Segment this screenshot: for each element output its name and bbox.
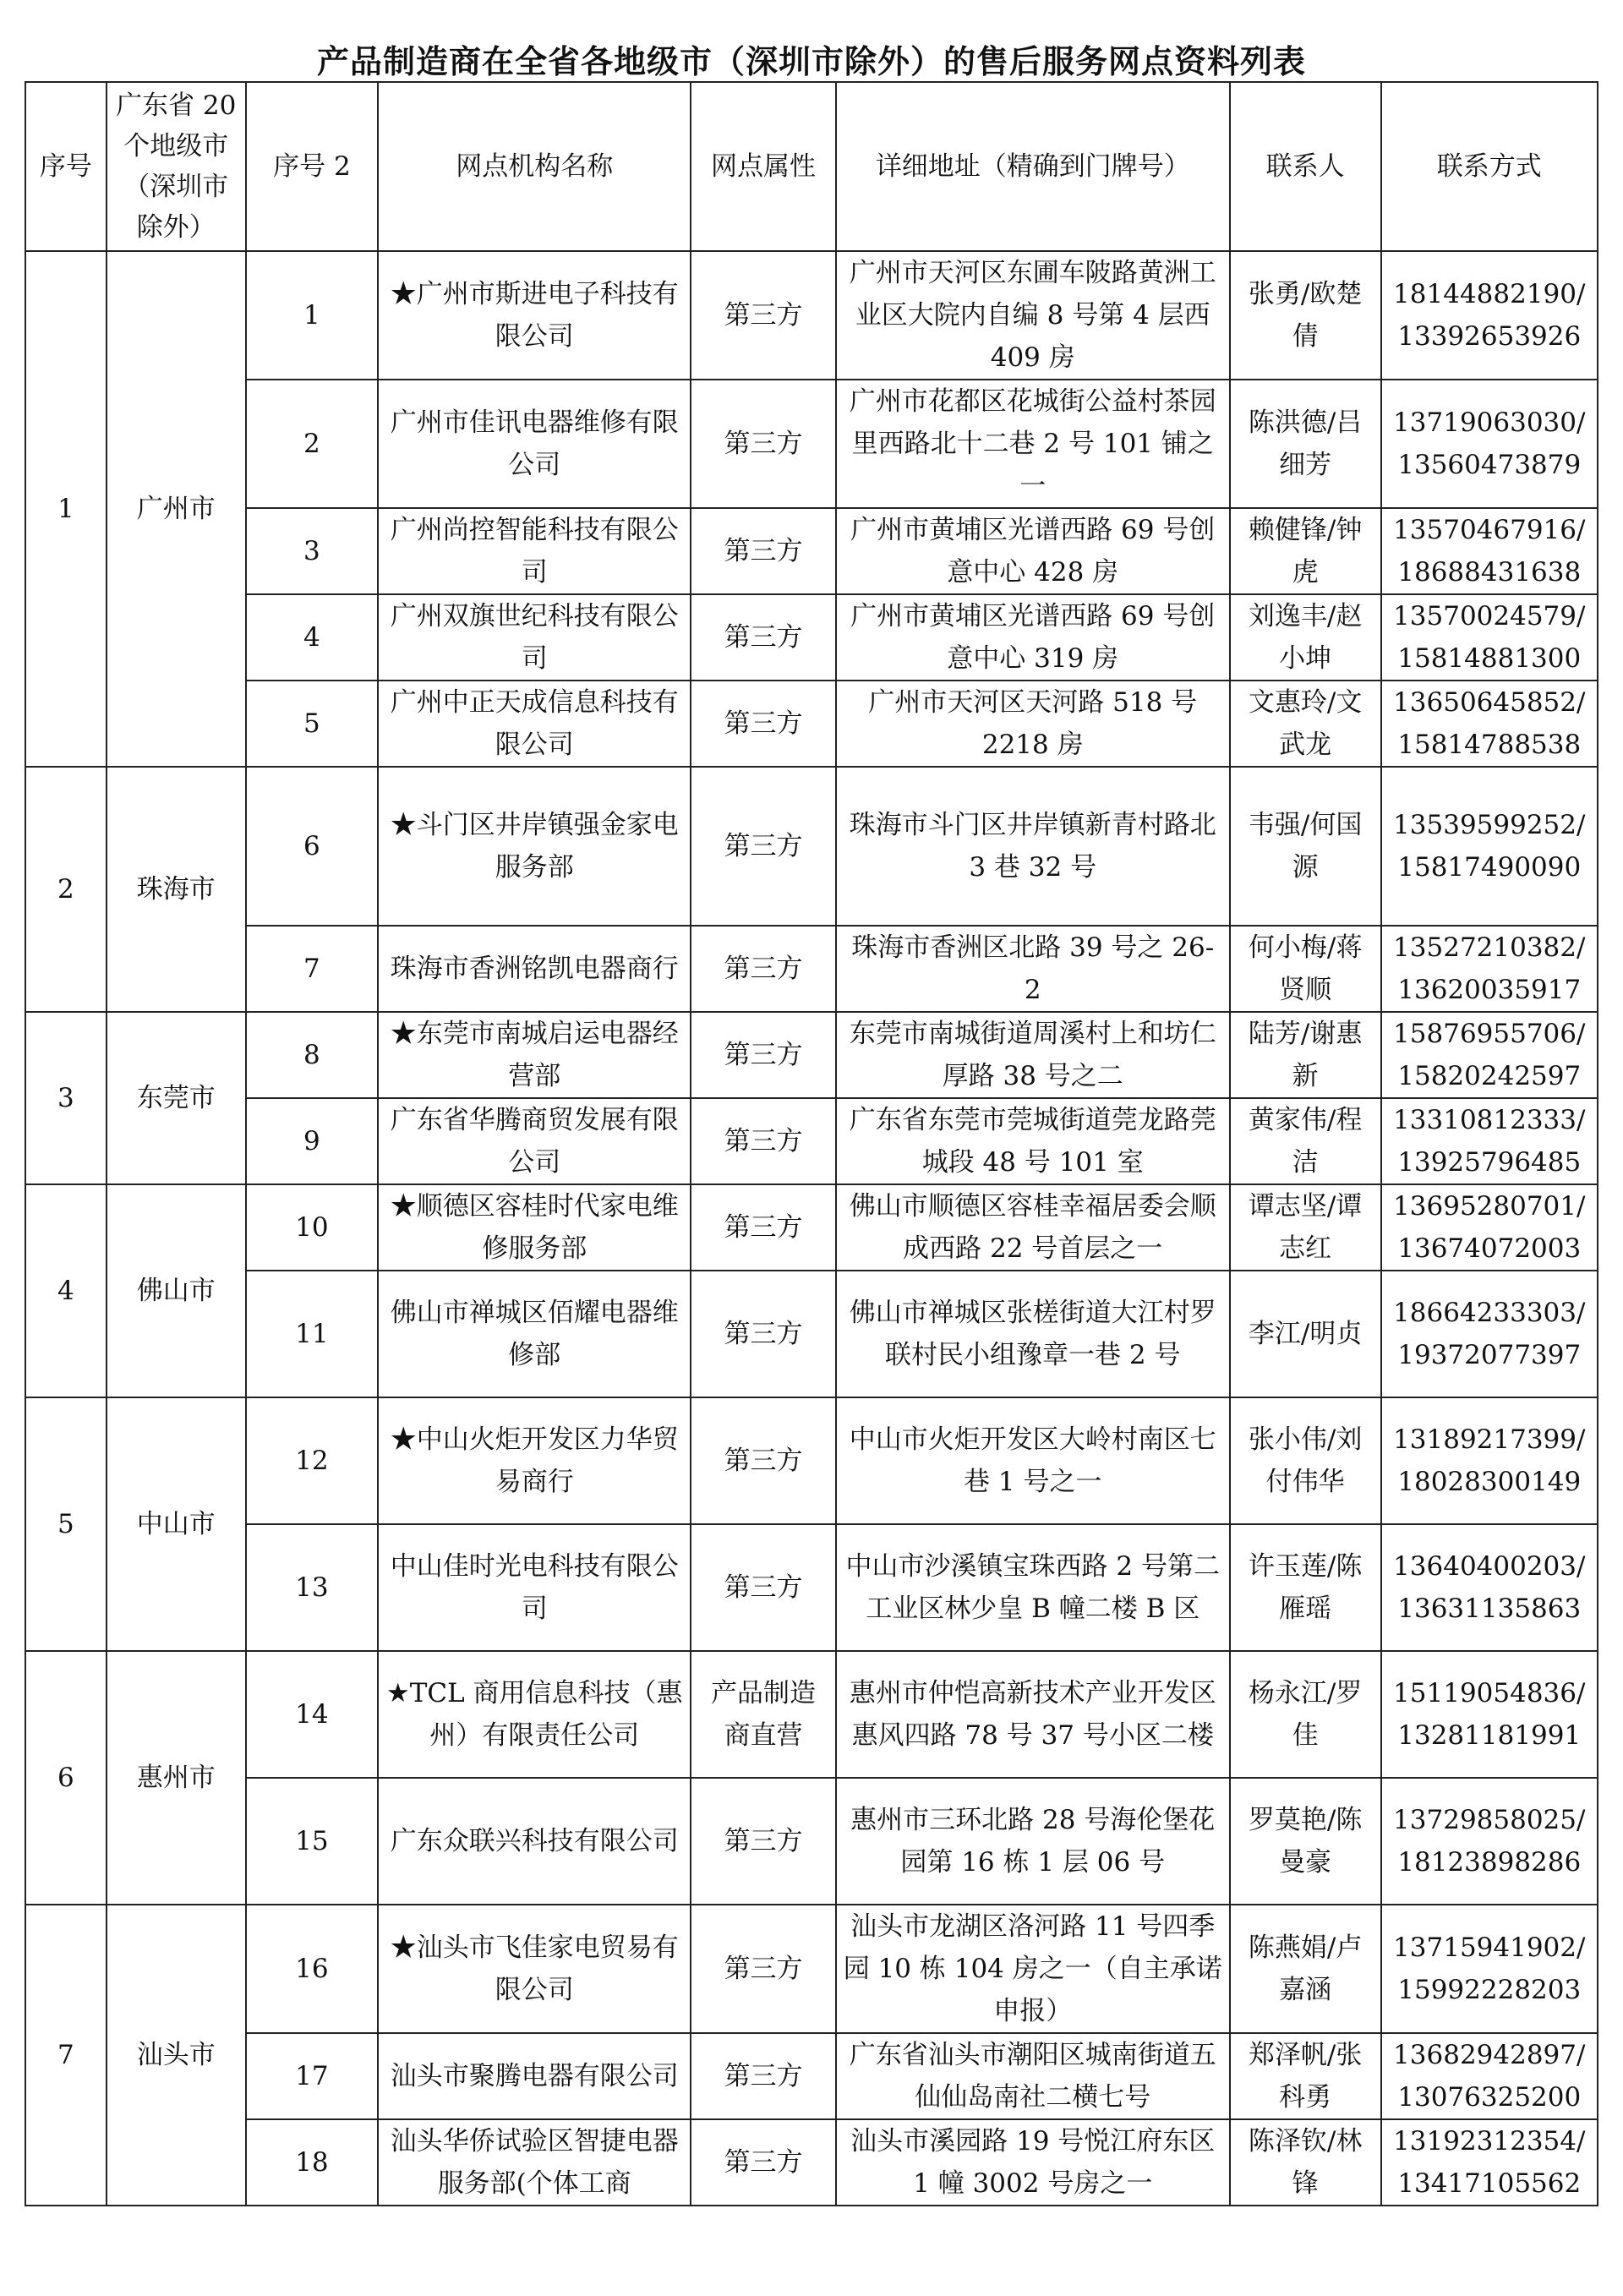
table-row (25, 2119, 1598, 2206)
phone-cell: 13570467916/ 18688431638 (1381, 508, 1598, 594)
row-number-cell: 8 (246, 1012, 378, 1098)
table-row (25, 1184, 1598, 1271)
phone-cell: 13640400203/ 13631135863 (1381, 1524, 1598, 1651)
table-row (25, 1098, 1598, 1184)
table-row (25, 251, 1598, 380)
row-number-cell: 9 (246, 1098, 378, 1184)
group-city-cell: 珠海市 (107, 767, 246, 1012)
table-row (25, 1524, 1598, 1651)
outlet-name-cell: 广州双旗世纪科技有限公司 (378, 594, 691, 681)
phone-cell: 13189217399/ 18028300149 (1381, 1397, 1598, 1524)
outlet-attribute-cell: 第三方 (691, 1778, 835, 1905)
outlet-name-cell: 广东众联兴科技有限公司 (378, 1778, 691, 1905)
address-cell: 珠海市斗门区井岸镇新青村路北 3 巷 32 号 (836, 767, 1230, 926)
outlet-attribute-cell: 第三方 (691, 1524, 835, 1651)
outlet-attribute-cell: 第三方 (691, 508, 835, 594)
row-number-cell: 3 (246, 508, 378, 594)
row-number-cell: 7 (246, 926, 378, 1012)
contact-person-cell: 张小伟/刘付伟华 (1230, 1397, 1381, 1524)
table-row (25, 681, 1598, 767)
row-number-cell: 10 (246, 1184, 378, 1271)
contact-person-cell: 李江/明贞 (1230, 1271, 1381, 1397)
table-row (25, 2033, 1598, 2119)
contact-person-cell: 许玉莲/陈雁瑶 (1230, 1524, 1381, 1651)
address-cell: 中山市沙溪镇宝珠西路 2 号第二工业区林少皇 B 幢二楼 B 区 (836, 1524, 1230, 1651)
row-number-cell: 13 (246, 1524, 378, 1651)
contact-person-cell: 杨永江/罗佳 (1230, 1651, 1381, 1778)
address-cell: 惠州市仲恺高新技术产业开发区惠风四路 78 号 37 号小区二楼 (836, 1651, 1230, 1778)
outlet-attribute-cell: 第三方 (691, 1098, 835, 1184)
address-cell: 汕头市龙湖区洛河路 11 号四季园 10 栋 104 房之一（自主承诺申报） (836, 1905, 1230, 2033)
group-seq-cell: 5 (25, 1397, 107, 1651)
address-cell: 广州市花都区花城街公益村茶园里西路北十二巷 2 号 101 铺之一 (836, 380, 1230, 508)
address-cell: 中山市火炬开发区大岭村南区七巷 1 号之一 (836, 1397, 1230, 1524)
outlet-name-cell: 佛山市禅城区佰耀电器维修部 (378, 1271, 691, 1397)
phone-cell: 13729858025/ 18123898286 (1381, 1778, 1598, 1905)
outlet-name-cell: ★TCL 商用信息科技（惠州）有限责任公司 (378, 1651, 691, 1778)
contact-person-cell: 罗莫艳/陈曼豪 (1230, 1778, 1381, 1905)
outlet-attribute-cell: 第三方 (691, 1271, 835, 1397)
table-row (25, 767, 1598, 926)
table-row (25, 1397, 1598, 1524)
document-title: 产品制造商在全省各地级市（深圳市除外）的售后服务网点资料列表 (316, 42, 1306, 80)
contact-person-cell: 韦强/何国源 (1230, 767, 1381, 926)
outlet-attribute-cell: 第三方 (691, 681, 835, 767)
phone-cell: 18144882190/ 13392653926 (1381, 251, 1598, 380)
header-outlet-name: 网点机构名称 (378, 82, 691, 251)
row-number-cell: 17 (246, 2033, 378, 2119)
row-number-cell: 14 (246, 1651, 378, 1778)
row-number-cell: 4 (246, 594, 378, 681)
contact-person-cell: 谭志坚/谭志红 (1230, 1184, 1381, 1271)
phone-cell: 13539599252/ 15817490090 (1381, 767, 1598, 926)
phone-cell: 15876955706/ 15820242597 (1381, 1012, 1598, 1098)
group-seq-cell: 6 (25, 1651, 107, 1905)
contact-person-cell: 何小梅/蒋贤顺 (1230, 926, 1381, 1012)
header-seq2: 序号 2 (246, 82, 378, 251)
group-city-cell: 汕头市 (107, 1905, 246, 2206)
group-seq-cell: 3 (25, 1012, 107, 1184)
outlet-attribute-cell: 第三方 (691, 251, 835, 380)
address-cell: 佛山市顺德区容桂幸福居委会顺成西路 22 号首层之一 (836, 1184, 1230, 1271)
address-cell: 广州市天河区天河路 518 号 2218 房 (836, 681, 1230, 767)
outlet-name-cell: 广州市佳讯电器维修有限公司 (378, 380, 691, 508)
contact-person-cell: 陈洪德/吕细芳 (1230, 380, 1381, 508)
outlet-name-cell: 汕头市聚腾电器有限公司 (378, 2033, 691, 2119)
outlet-attribute-cell: 第三方 (691, 594, 835, 681)
header-contact: 联系人 (1230, 82, 1381, 251)
outlet-attribute-cell: 第三方 (691, 767, 835, 926)
header-address: 详细地址（精确到门牌号） (836, 82, 1230, 251)
address-cell: 广州市黄埔区光谱西路 69 号创意中心 319 房 (836, 594, 1230, 681)
table-row (25, 380, 1598, 508)
address-cell: 广州市黄埔区光谱西路 69 号创意中心 428 房 (836, 508, 1230, 594)
group-city-cell: 东莞市 (107, 1012, 246, 1184)
table-row (25, 926, 1598, 1012)
contact-person-cell: 郑泽帆/张科勇 (1230, 2033, 1381, 2119)
outlet-attribute-cell: 第三方 (691, 1184, 835, 1271)
header-row (25, 82, 1598, 251)
phone-cell: 15119054836/ 13281181991 (1381, 1651, 1598, 1778)
outlet-name-cell: 广州尚控智能科技有限公司 (378, 508, 691, 594)
outlet-attribute-cell: 产品制造商直营 (691, 1651, 835, 1778)
table-row (25, 1778, 1598, 1905)
group-city-cell: 广州市 (107, 251, 246, 767)
table-row (25, 1905, 1598, 2033)
address-cell: 东莞市南城街道周溪村上和坊仁厚路 38 号之二 (836, 1012, 1230, 1098)
address-cell: 汕头市溪园路 19 号悦江府东区 1 幢 3002 号房之一 (836, 2119, 1230, 2206)
row-number-cell: 15 (246, 1778, 378, 1905)
outlet-attribute-cell: 第三方 (691, 380, 835, 508)
outlet-attribute-cell: 第三方 (691, 1397, 835, 1524)
outlet-name-cell: 广州中正天成信息科技有限公司 (378, 681, 691, 767)
table-row (25, 594, 1598, 681)
contact-person-cell: 陈燕娟/卢嘉涵 (1230, 1905, 1381, 2033)
table-row (25, 1012, 1598, 1098)
row-number-cell: 6 (246, 767, 378, 926)
header-attribute: 网点属性 (691, 82, 835, 251)
group-city-cell: 惠州市 (107, 1651, 246, 1905)
address-cell: 广东省东莞市莞城街道莞龙路莞城段 48 号 101 室 (836, 1098, 1230, 1184)
group-city-cell: 中山市 (107, 1397, 246, 1651)
phone-cell: 13695280701/ 13674072003 (1381, 1184, 1598, 1271)
outlet-name-cell: ★广州市斯进电子科技有限公司 (378, 251, 691, 380)
outlet-attribute-cell: 第三方 (691, 2033, 835, 2119)
outlet-attribute-cell: 第三方 (691, 926, 835, 1012)
table-body (25, 251, 1598, 2206)
phone-cell: 13527210382/ 13620035917 (1381, 926, 1598, 1012)
phone-cell: 13650645852/ 15814788538 (1381, 681, 1598, 767)
phone-cell: 13192312354/ 13417105562 (1381, 2119, 1598, 2206)
outlet-attribute-cell: 第三方 (691, 1012, 835, 1098)
contact-person-cell: 陈泽钦/林锋 (1230, 2119, 1381, 2206)
outlet-name-cell: ★汕头市飞佳家电贸易有限公司 (378, 1905, 691, 2033)
table-row (25, 508, 1598, 594)
row-number-cell: 5 (246, 681, 378, 767)
contact-person-cell: 黄家伟/程洁 (1230, 1098, 1381, 1184)
outlet-attribute-cell: 第三方 (691, 2119, 835, 2206)
service-outlet-table (25, 81, 1598, 2206)
group-seq-cell: 7 (25, 1905, 107, 2206)
group-city-cell: 佛山市 (107, 1184, 246, 1397)
outlet-attribute-cell: 第三方 (691, 1905, 835, 2033)
header-city: 广东省 20 个地级市（深圳市除外） (107, 82, 246, 251)
address-cell: 广州市天河区东圃车陂路黄洲工业区大院内自编 8 号第 4 层西 409 房 (836, 251, 1230, 380)
header-seq: 序号 (25, 82, 107, 251)
row-number-cell: 1 (246, 251, 378, 380)
outlet-name-cell: 广东省华腾商贸发展有限公司 (378, 1098, 691, 1184)
group-seq-cell: 1 (25, 251, 107, 767)
row-number-cell: 16 (246, 1905, 378, 2033)
contact-person-cell: 张勇/欧楚倩 (1230, 251, 1381, 380)
group-seq-cell: 4 (25, 1184, 107, 1397)
row-number-cell: 11 (246, 1271, 378, 1397)
outlet-name-cell: ★中山火炬开发区力华贸易商行 (378, 1397, 691, 1524)
outlet-name-cell: 汕头华侨试验区智捷电器服务部(个体工商 (378, 2119, 691, 2206)
table-row (25, 1651, 1598, 1778)
contact-person-cell: 刘逸丰/赵小坤 (1230, 594, 1381, 681)
address-cell: 珠海市香洲区北路 39 号之 26-2 (836, 926, 1230, 1012)
header-phone: 联系方式 (1381, 82, 1598, 251)
phone-cell: 13715941902/ 15992228203 (1381, 1905, 1598, 2033)
phone-cell: 13570024579/ 15814881300 (1381, 594, 1598, 681)
contact-person-cell: 文惠玲/文武龙 (1230, 681, 1381, 767)
outlet-name-cell: ★顺德区容桂时代家电维修服务部 (378, 1184, 691, 1271)
address-cell: 佛山市禅城区张槎街道大江村罗联村民小组豫章一巷 2 号 (836, 1271, 1230, 1397)
table-row (25, 1271, 1598, 1397)
row-number-cell: 18 (246, 2119, 378, 2206)
outlet-name-cell: ★东莞市南城启运电器经营部 (378, 1012, 691, 1098)
row-number-cell: 12 (246, 1397, 378, 1524)
row-number-cell: 2 (246, 380, 378, 508)
outlet-name-cell: 中山佳时光电科技有限公司 (378, 1524, 691, 1651)
phone-cell: 13719063030/ 13560473879 (1381, 380, 1598, 508)
contact-person-cell: 赖健锋/钟虎 (1230, 508, 1381, 594)
address-cell: 惠州市三环北路 28 号海伦堡花园第 16 栋 1 层 06 号 (836, 1778, 1230, 1905)
phone-cell: 18664233303/ 19372077397 (1381, 1271, 1598, 1397)
contact-person-cell: 陆芳/谢惠新 (1230, 1012, 1381, 1098)
outlet-name-cell: 珠海市香洲铭凯电器商行 (378, 926, 691, 1012)
phone-cell: 13682942897/ 13076325200 (1381, 2033, 1598, 2119)
phone-cell: 13310812333/ 13925796485 (1381, 1098, 1598, 1184)
address-cell: 广东省汕头市潮阳区城南街道五仙仙岛南社二横七号 (836, 2033, 1230, 2119)
outlet-name-cell: ★斗门区井岸镇强金家电服务部 (378, 767, 691, 926)
group-seq-cell: 2 (25, 767, 107, 1012)
